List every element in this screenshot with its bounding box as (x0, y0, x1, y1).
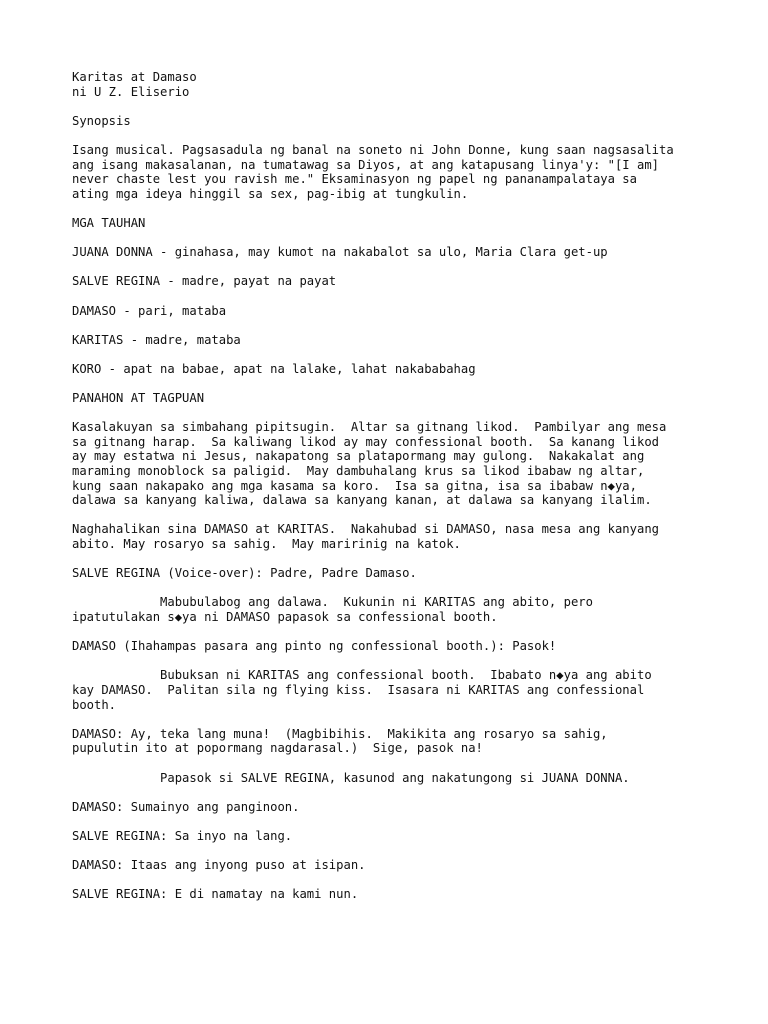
script-paragraph (72, 829, 752, 844)
script-line: kay DAMASO. Palitan sila ng flying kiss. Isasara ni KARITAS ang confessional (72, 682, 645, 697)
character-entry: KORO - apat na babae, apat na lalake, lahat nakababahag (72, 361, 476, 376)
script-body (72, 522, 752, 901)
synopsis-line: ang isang makasalanan, na tumatawag sa Diyos, at ang katapusang linya'y: "[I am] (72, 157, 659, 172)
script-line: DAMASO (Ihahampas pasara ang pinto ng confessional booth.): Pasok! (72, 639, 557, 654)
script-line: SALVE REGINA: E di namatay na kami nun. (72, 887, 359, 902)
script-line: DAMASO: Sumainyo ang panginoon. (72, 799, 300, 814)
document-author: ni U Z. Eliserio (72, 84, 190, 99)
script-paragraph (72, 858, 752, 873)
character-entry: DAMASO - pari, mataba (72, 303, 227, 318)
script-line: DAMASO: Itaas ang inyong puso at isipan. (72, 858, 366, 873)
script-line: SALVE REGINA (Voice-over): Padre, Padre Damaso. (72, 566, 417, 581)
script-line: ipatutulakan s◆ya ni DAMASO papasok sa confessional booth. (72, 609, 498, 624)
title-block (72, 70, 752, 99)
script-line: Papasok si SALVE REGINA, kasunod ang nakatungong si JUANA DONNA. (72, 770, 630, 785)
character-entry: KARITAS - madre, mataba (72, 332, 241, 347)
script-line: DAMASO: Ay, teka lang muna! (Magbibihis. Makikita ang rosaryo sa sahig, (72, 726, 608, 741)
script-paragraph (72, 727, 752, 756)
synopsis-heading: Synopsis (72, 113, 131, 128)
script-line: Mabubulabog ang dalawa. Kukunin ni KARITAS ang abito, pero (72, 595, 593, 610)
character-entry: SALVE REGINA - madre, payat na payat (72, 274, 337, 289)
synopsis-paragraph (72, 143, 752, 201)
setting-line: ay may estatwa ni Jesus, nakapatong sa platapormang may gulong. Nakakalat ang (72, 449, 645, 464)
setting-line: kung saan nakapako ang mga kasama sa koro. Isa sa gitna, isa sa ibabaw n◆ya, (72, 478, 637, 493)
script-line: pupulutin ito at popormang nagdarasal.) Sige, pasok na! (72, 741, 483, 756)
document-page (72, 70, 752, 916)
script-line: Bubuksan ni KARITAS ang confessional booth. Ibabato n◆ya ang abito (72, 668, 652, 683)
synopsis-line: never chaste lest you ravish me." Eksaminasyon ng papel ng pananampalataya sa (72, 172, 637, 187)
script-paragraph (72, 800, 752, 815)
script-line: booth. (72, 697, 117, 712)
character-entry: JUANA DONNA - ginahasa, may kumot na nakabalot sa ulo, Maria Clara get-up (72, 245, 608, 260)
script-paragraph (72, 771, 752, 786)
script-paragraph (72, 595, 752, 624)
script-paragraph (72, 668, 752, 712)
setting-line: sa gitnang harap. Sa kaliwang likod ay may confessional booth. Sa kanang likod (72, 434, 659, 449)
script-line: Naghahalikan sina DAMASO at KARITAS. Nakahubad si DAMASO, nasa mesa ang kanyang (72, 522, 659, 537)
script-paragraph (72, 566, 752, 581)
setting-line: Kasalakuyan sa simbahang pipitsugin. Altar sa gitnang likod. Pambilyar ang mesa (72, 420, 667, 435)
setting-heading: PANAHON AT TAGPUAN (72, 391, 205, 406)
script-paragraph (72, 639, 752, 654)
setting-line: dalawa sa kanyang kaliwa, dalawa sa kanyang kanan, at dalawa sa kanyang ilalim. (72, 493, 652, 508)
script-line: SALVE REGINA: Sa inyo na lang. (72, 828, 293, 843)
characters-heading: MGA TAUHAN (72, 215, 146, 230)
setting-line: maraming monoblock sa paligid. May dambuhalang krus sa likod ibabaw ng altar, (72, 464, 645, 479)
document-title: Karitas at Damaso (72, 70, 197, 84)
script-paragraph (72, 887, 752, 902)
synopsis-line: Isang musical. Pagsasadula ng banal na soneto ni John Donne, kung saan nagsasalita (72, 142, 674, 157)
synopsis-line: ating mga ideya hinggil sa sex, pag-ibig at tungkulin. (72, 186, 469, 201)
script-paragraph (72, 522, 752, 551)
script-line: abito. May rosaryo sa sahig. May maririnig na katok. (72, 537, 461, 551)
setting-paragraph (72, 420, 752, 508)
